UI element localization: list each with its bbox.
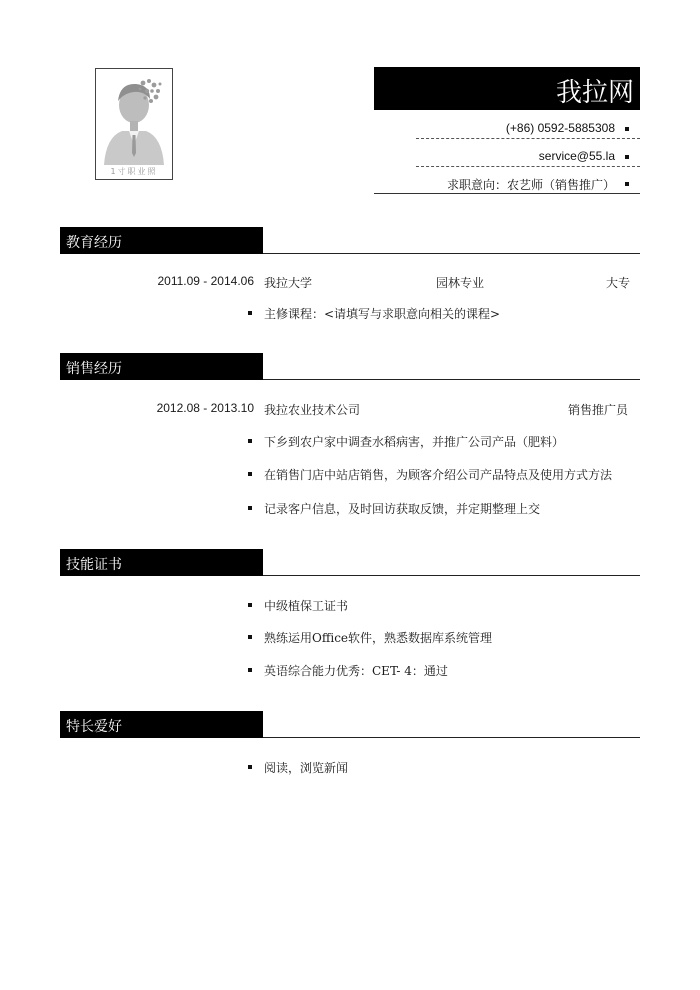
- header-divider: [374, 193, 640, 194]
- degree: 大专: [606, 276, 631, 290]
- company-name: 我拉农业技术公司: [264, 403, 361, 417]
- bullet-square-icon: [248, 668, 252, 672]
- section-rule: [263, 737, 640, 738]
- profile-photo: [95, 68, 173, 180]
- job-objective: 求职意向：农艺师（销售推广）: [446, 178, 615, 192]
- section-title: 特长爱好: [66, 719, 122, 735]
- job-role: 销售推广员: [568, 403, 629, 417]
- list-item: 熟练运用Office软件，熟悉数据库系统管理: [264, 631, 493, 645]
- education-date: 2011.09 - 2014.06: [157, 274, 254, 288]
- list-item: 主修课程：<请填写与求职意向相关的课程>: [264, 307, 501, 321]
- person-silhouette-icon: [96, 69, 172, 179]
- bullet-square-icon: [248, 472, 252, 476]
- dashed-divider: [416, 166, 640, 167]
- bullet-square-icon: [625, 182, 629, 186]
- bullet-square-icon: [625, 127, 629, 131]
- list-item: 下乡到农户家中调查水稻病害，并推广公司产品（肥料）: [264, 435, 565, 449]
- list-item: 记录客户信息，及时回访获取反馈，并定期整理上交: [264, 502, 541, 516]
- candidate-name: 我拉网: [555, 78, 634, 108]
- name-banner: [374, 67, 640, 110]
- school-name: 我拉大学: [264, 276, 313, 290]
- section-title: 教育经历: [66, 235, 122, 251]
- bullet-square-icon: [248, 603, 252, 607]
- major: 园林专业: [436, 276, 485, 290]
- section-rule: [263, 253, 640, 254]
- sales-date: 2012.08 - 2013.10: [156, 401, 254, 415]
- bullet-square-icon: [248, 635, 252, 639]
- section-header-education: [60, 227, 263, 254]
- section-title: 技能证书: [66, 557, 122, 573]
- bullet-square-icon: [625, 155, 629, 159]
- bullet-square-icon: [248, 439, 252, 443]
- section-title: 销售经历: [66, 361, 122, 377]
- section-header-sales: [60, 353, 263, 380]
- section-rule: [263, 379, 640, 380]
- dashed-divider: [416, 138, 640, 139]
- section-rule: [263, 575, 640, 576]
- bullet-square-icon: [248, 311, 252, 315]
- bullet-square-icon: [248, 506, 252, 510]
- list-item: 中级植保工证书: [264, 599, 349, 613]
- list-item: 英语综合能力优秀：CET- 4：通过: [264, 664, 448, 678]
- section-header-hobbies: [60, 711, 263, 738]
- email-address: service@55.la: [538, 149, 615, 163]
- phone-number: (+86) 0592-5885308: [505, 121, 615, 135]
- photo-caption: 1寸职业照: [110, 167, 158, 176]
- list-item: 阅读，浏览新闻: [264, 761, 349, 775]
- bullet-square-icon: [248, 765, 252, 769]
- list-item: 在销售门店中站店销售，为顾客介绍公司产品特点及使用方式方法: [264, 468, 613, 482]
- section-header-skills: [60, 549, 263, 576]
